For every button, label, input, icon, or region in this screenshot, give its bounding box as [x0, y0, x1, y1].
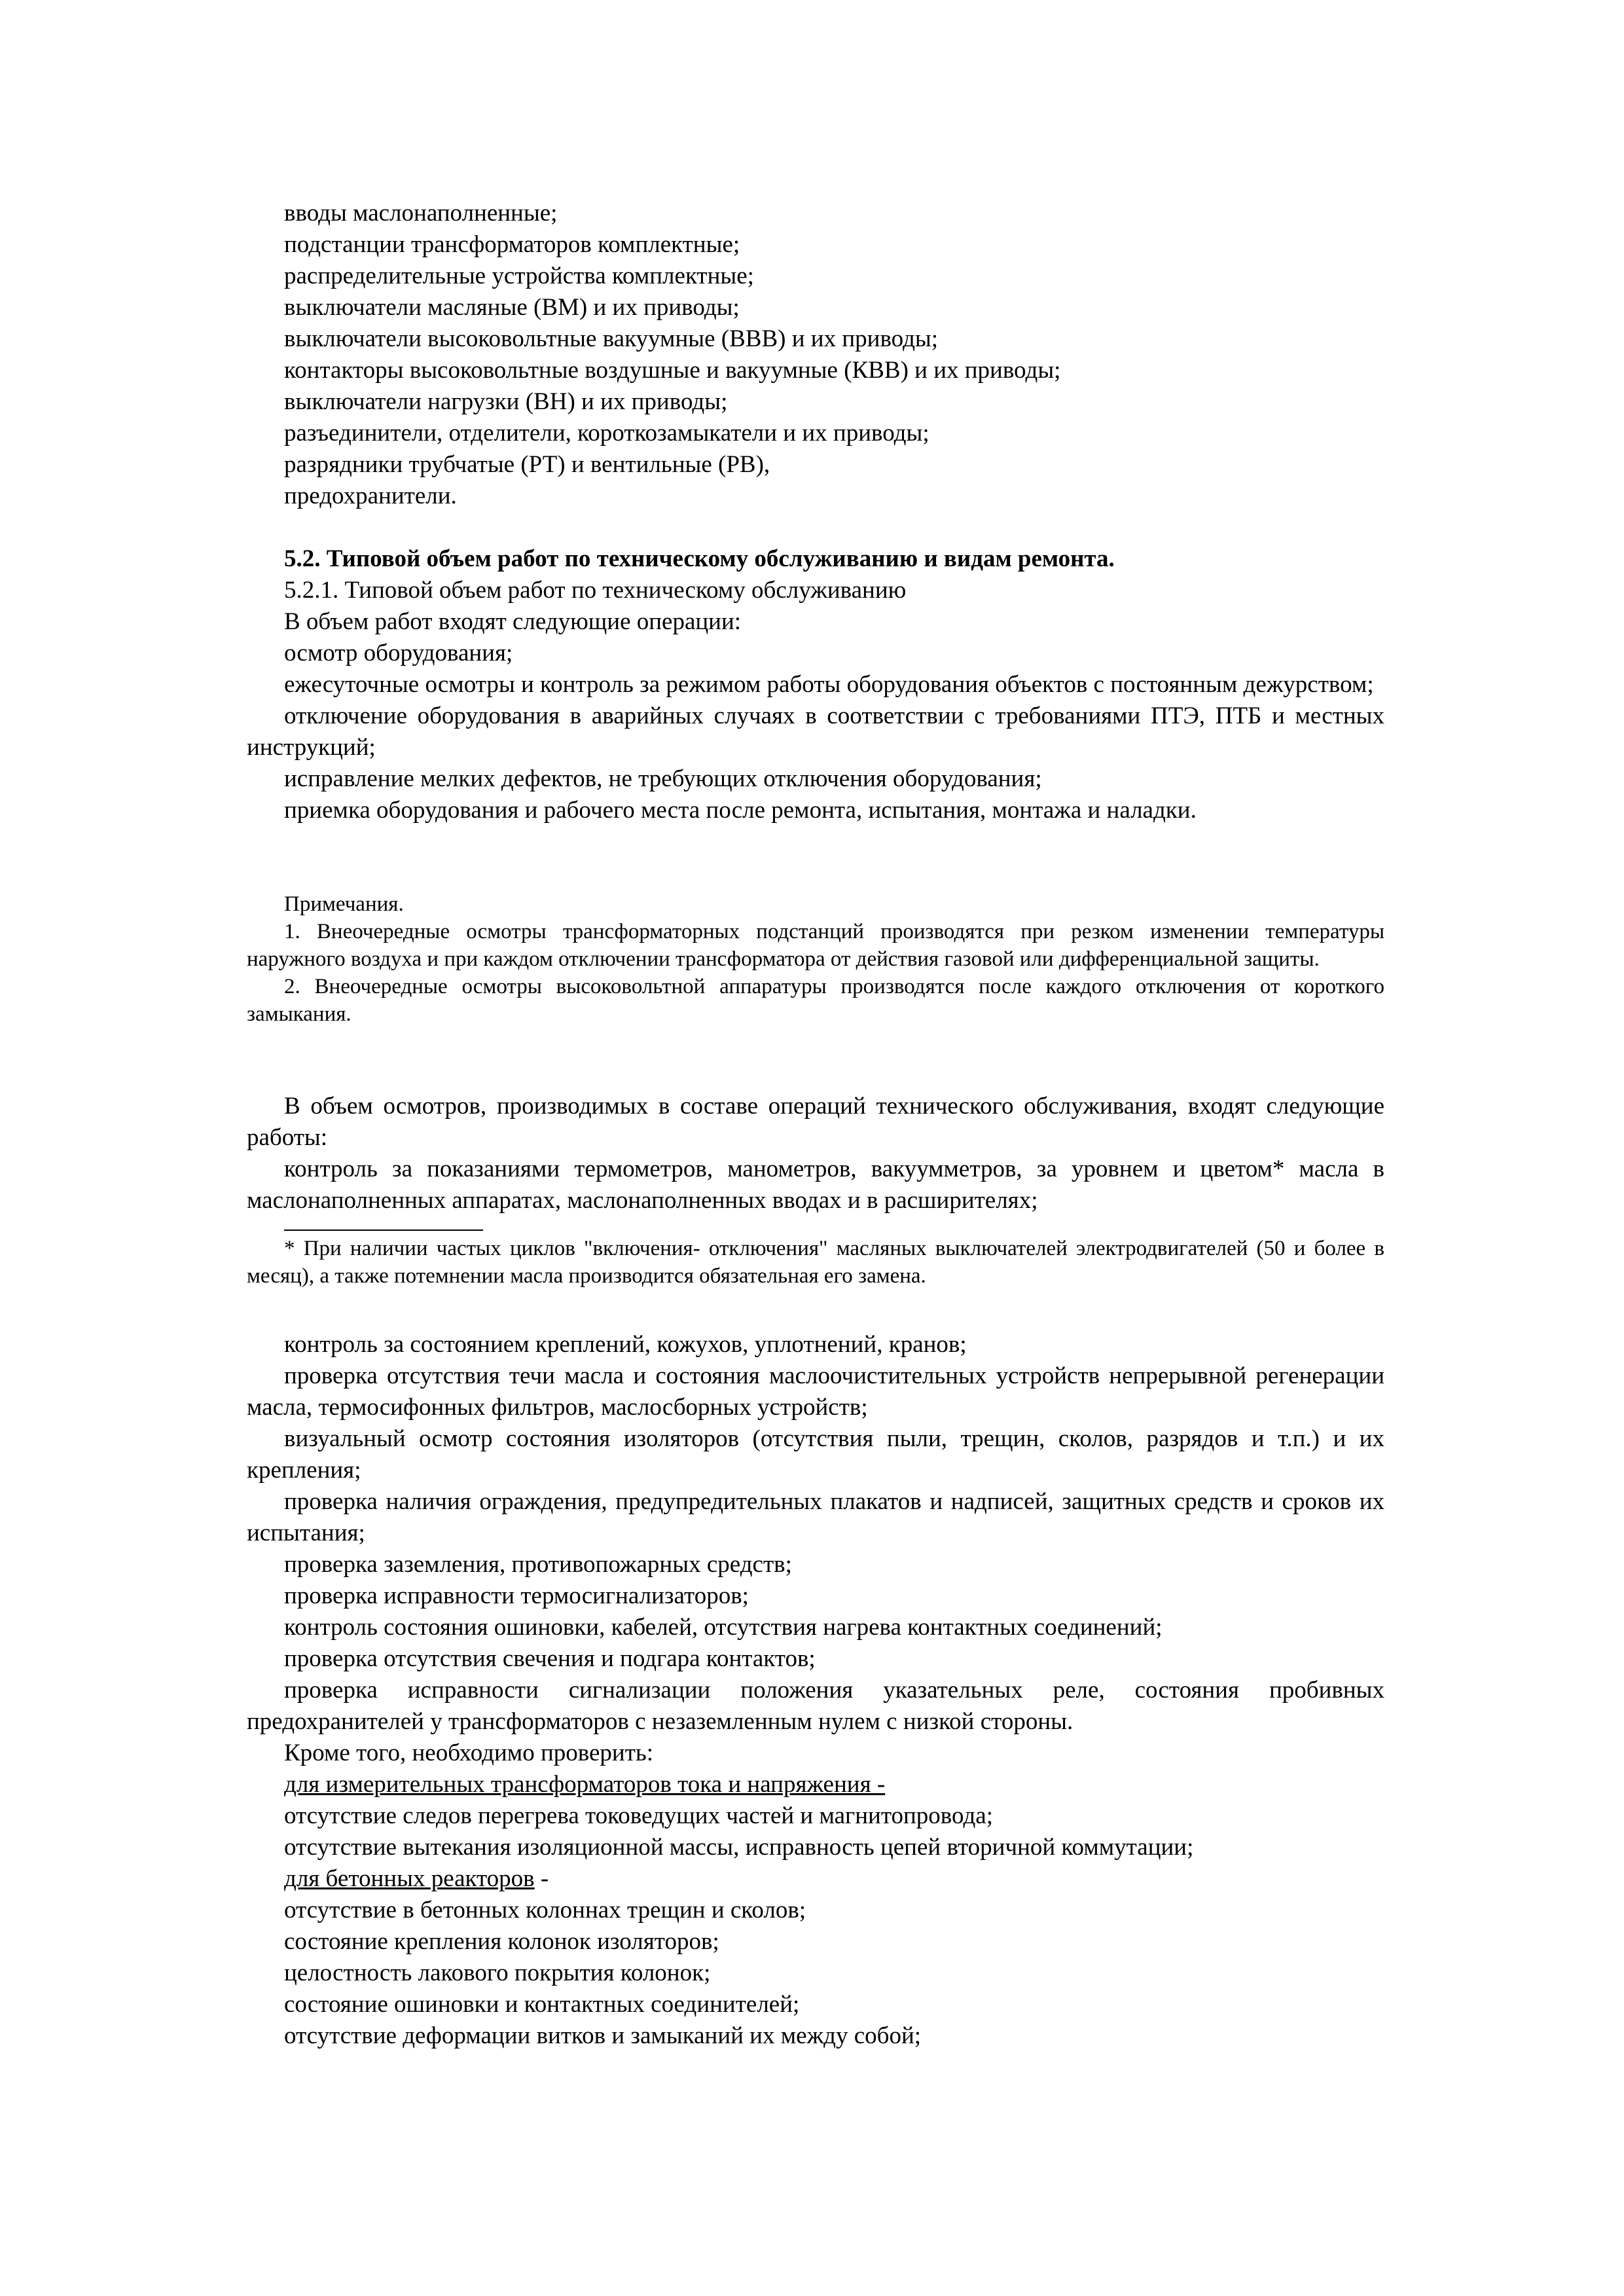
note-item: 1. Внеочередные осмотры трансформаторных подстанций производятся при резком изменении температуры наружного воздуха и при каждом отключении трансформатора от действия газовой или дифференциальной защиты.	[247, 920, 1384, 971]
reactor-item: отсутствие деформации витков и замыканий их между собой;	[284, 2022, 922, 2049]
work-item: проверка исправности термосигнализаторов;	[284, 1582, 749, 1609]
footnote: * При наличии частых циклов "включения- отключения" масляных выключателей электродвигателей (50 и более в месяц), а также потемнении масла производится обязательная его замена.	[247, 1237, 1384, 1288]
measuring-item: отсутствие следов перегрева токоведущих частей и магнитопровода;	[284, 1802, 993, 1829]
inspection-item: контроль за показаниями термометров, манометров, вакуумметров, за уровнем и цветом* масла в маслонаполненных аппаратах, маслонаполненных вводах и в расширителях;	[247, 1156, 1384, 1214]
concrete-reactors-heading	[247, 1863, 1384, 1895]
reactors-heading-text: для бетонных реакторов	[284, 1865, 535, 1892]
equipment-list	[247, 198, 1384, 512]
work-item: проверка заземления, противопожарных средств;	[284, 1551, 792, 1578]
works-list	[247, 1329, 1384, 2052]
list-item: предохранители.	[284, 483, 457, 509]
inspection-scope	[247, 1091, 1384, 1216]
list-item: распределительные устройства комплектные;	[284, 263, 754, 289]
operation-item: приемка оборудования и рабочего места после ремонта, испытания, монтажа и наладки.	[284, 797, 1197, 824]
measuring-item: отсутствие вытекания изоляционной массы, исправность цепей вторичной коммутации;	[284, 1834, 1194, 1861]
work-item: контроль состояния ошиновки, кабелей, отсутствия нагрева контактных соединений;	[284, 1614, 1163, 1641]
footnote-divider	[284, 1230, 483, 1231]
notes-title: Примечания.	[284, 892, 404, 916]
list-item: выключатели высоковольтные вакуумные (ВВВ) и их приводы;	[284, 325, 939, 352]
also-check: Кроме того, необходимо проверить:	[284, 1740, 654, 1766]
reactor-item: целостность лакового покрытия колонок;	[284, 1959, 711, 1986]
operation-item: ежесуточные осмотры и контроль за режимом работы оборудования объектов с постоянным дежурством;	[284, 671, 1374, 698]
measuring-heading-text: для измерительных трансформаторов тока и напряжения -	[284, 1771, 886, 1798]
note-item: 2. Внеочередные осмотры высоковольтной аппаратуры производятся после каждого отключения от короткого замыкания.	[247, 975, 1384, 1026]
footnote-block	[247, 1230, 1384, 1290]
work-item: проверка отсутствия течи масла и состояния маслоочистительных устройств непрерывной регенерации масла, термосифонных фильтров, маслосборных устройств;	[247, 1362, 1384, 1421]
operation-item: отключение оборудования в аварийных случаях в соответствии с требованиями ПТЭ, ПТБ и местных инструкций;	[247, 702, 1384, 761]
notes-block	[247, 890, 1384, 1028]
reactor-item: отсутствие в бетонных колоннах трещин и сколов;	[284, 1897, 806, 1923]
section-5-2	[247, 543, 1384, 826]
subsection-title: 5.2.1. Типовой объем работ по техническому обслуживанию	[284, 577, 907, 604]
reactor-item: состояние крепления колонок изоляторов;	[284, 1928, 719, 1955]
inspection-intro: В объем осмотров, производимых в составе операций технического обслуживания, входят следующие работы:	[247, 1093, 1384, 1151]
list-item: контакторы высоковольтные воздушные и вакуумные (КВВ) и их приводы;	[284, 357, 1061, 384]
work-item: проверка отсутствия свечения и подгара контактов;	[284, 1645, 816, 1672]
measuring-transformers-heading	[247, 1769, 1384, 1800]
section-heading: 5.2. Типовой объем работ по техническому обслуживанию и видам ремонта.	[284, 545, 1115, 572]
operation-item: исправление мелких дефектов, не требующих отключения оборудования;	[284, 765, 1042, 792]
list-item: разъединители, отделители, короткозамыкатели и их приводы;	[284, 420, 929, 446]
operations-intro: В объем работ входят следующие операции:	[284, 608, 742, 635]
operation-item: осмотр оборудования;	[284, 640, 513, 666]
work-item: контроль за состоянием креплений, кожухов, уплотнений, кранов;	[284, 1331, 967, 1358]
list-item: выключатели масляные (ВМ) и их приводы;	[284, 294, 740, 321]
reactor-item: состояние ошиновки и контактных соединителей;	[284, 1991, 800, 2018]
list-item: подстанции трансформаторов комплектные;	[284, 231, 740, 258]
work-item: проверка исправности сигнализации положения указательных реле, состояния пробивных предохранителей у трансформаторов с незаземленным нулем с низкой стороны.	[247, 1677, 1384, 1735]
list-item: выключатели нагрузки (ВН) и их приводы;	[284, 388, 728, 415]
list-item: разрядники трубчатые (РТ) и вентильные (РВ),	[284, 451, 770, 478]
work-item: визуальный осмотр состояния изоляторов (отсутствия пыли, трещин, сколов, разрядов и т.п.) и их крепления;	[247, 1425, 1384, 1484]
reactors-heading-dash: -	[534, 1865, 549, 1892]
work-item: проверка наличия ограждения, предупредительных плакатов и надписей, защитных средств и сроков их испытания;	[247, 1488, 1384, 1546]
list-item: вводы маслонаполненные;	[284, 200, 558, 227]
